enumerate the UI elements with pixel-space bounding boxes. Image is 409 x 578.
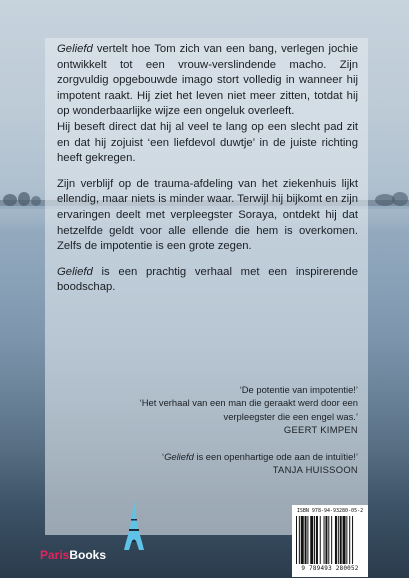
publisher-name-part1: Paris — [40, 548, 70, 562]
quote-text: is een openhartige ode aan de intuïtie!’ — [193, 450, 358, 462]
blurb-paragraph-4-text: is een prachtig verhaal met een inspirerende boodschap. — [57, 265, 358, 294]
publisher-name-part2: Books — [69, 548, 107, 562]
book-title: Geliefd — [57, 43, 93, 55]
quote-line — [120, 450, 358, 463]
book-title: Geliefd — [164, 450, 194, 462]
publisher-name — [40, 548, 106, 562]
quote-author: TANJA HUISSOON — [272, 464, 358, 476]
book-title: Geliefd — [57, 265, 93, 278]
quote-line: ‘De potentie van impotentie!’ — [239, 384, 358, 395]
publisher-logo — [40, 500, 150, 570]
isbn-label: ISBN 978-94-93280-05-2 — [296, 508, 364, 514]
quote-author: GEERT KIMPEN — [283, 424, 358, 436]
blurb-paragraph-4 — [57, 265, 358, 296]
blurb-text — [57, 42, 358, 296]
isbn-barcode — [292, 505, 368, 577]
blurb-paragraph-1-text: vertelt hoe Tom zich van een bang, verlegen jochie ontwikkelt tot een vrouw-verslindende macho. Zijn zorgvuldig opgebouwde imago stort volledig in wanneer hij impotent raakt. Hij ziet het leven niet meer zitten, totdat hij op wonderbaarlijke wijze een ongeluk overleeft. — [57, 43, 358, 118]
quote-line: ‘Het verhaal van een man die geraakt werd door een verpleegster die een engel was.’ — [139, 397, 358, 422]
blurb-paragraph-2: Hij beseft direct dat hij al veel te lang op een slecht pad zit en dat hij zojuist ‘een liefdevol duwtje’ in de juiste richting heeft gekregen. — [57, 120, 358, 165]
barcode-bars — [296, 516, 364, 564]
endorsements — [120, 383, 358, 476]
quote-open-mark: ‘ — [162, 450, 165, 462]
barcode-digits: 9 789493 280052 — [301, 565, 359, 572]
eiffel-tower-icon — [123, 500, 145, 550]
blurb-paragraph-1 — [57, 42, 358, 120]
blurb-paragraph-3: Zijn verblijf op de trauma-afdeling van het ziekenhuis lijkt ellendig, maar niets is minder waar. Terwijl hij bijkomt en zijn ervaringen deelt met verpleegster Soraya, ontdekt hij dat hetzelfde geldt voor alle ellende die hem is overkomen. Zelfs de impotentie is een grote zegen. — [57, 177, 358, 253]
